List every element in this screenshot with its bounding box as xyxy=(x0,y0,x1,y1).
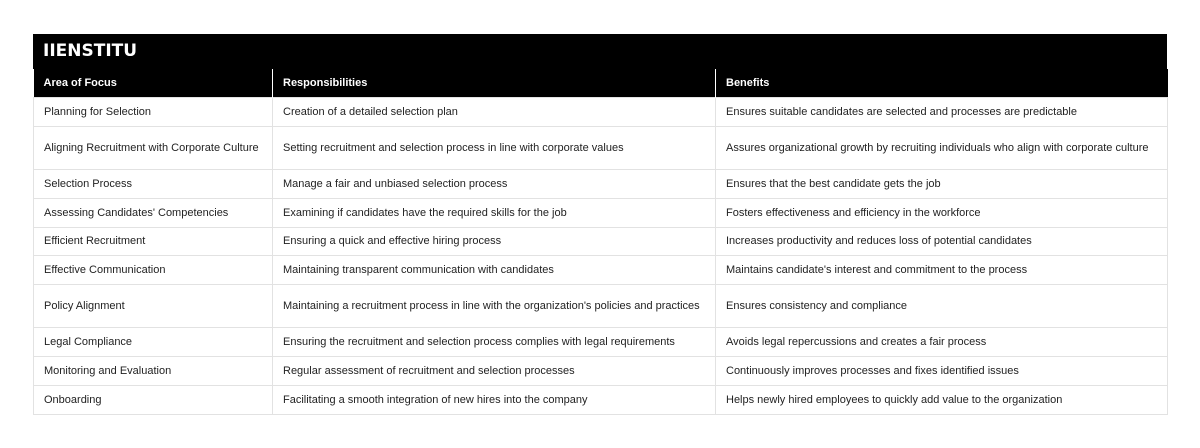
table-row xyxy=(34,170,1168,199)
cell-area: Aligning Recruitment with Corporate Culture xyxy=(34,126,273,170)
header-responsibilities: Responsibilities xyxy=(273,69,716,98)
cell-area: Onboarding xyxy=(34,385,273,414)
header-area-of-focus: Area of Focus xyxy=(34,69,273,98)
cell-area: Efficient Recruitment xyxy=(34,227,273,256)
cell-benefit: Maintains candidate's interest and commitment to the process xyxy=(716,256,1168,285)
table-row xyxy=(34,284,1168,328)
table-row xyxy=(34,256,1168,285)
cell-benefit: Increases productivity and reduces loss of potential candidates xyxy=(716,227,1168,256)
table-row xyxy=(34,98,1168,127)
brand-title: IIENSTITU xyxy=(33,34,1167,69)
cell-benefit: Ensures suitable candidates are selected and processes are predictable xyxy=(716,98,1168,127)
cell-benefit: Assures organizational growth by recruiting individuals who align with corporate culture xyxy=(716,126,1168,170)
table-row xyxy=(34,198,1168,227)
table-row xyxy=(34,385,1168,414)
cell-responsibility: Maintaining transparent communication with candidates xyxy=(273,256,716,285)
cell-area: Effective Communication xyxy=(34,256,273,285)
cell-responsibility: Creation of a detailed selection plan xyxy=(273,98,716,127)
table-row xyxy=(34,126,1168,170)
header-benefits: Benefits xyxy=(716,69,1168,98)
cell-responsibility: Regular assessment of recruitment and selection processes xyxy=(273,357,716,386)
cell-area: Policy Alignment xyxy=(34,284,273,328)
cell-responsibility: Manage a fair and unbiased selection process xyxy=(273,170,716,199)
cell-area: Monitoring and Evaluation xyxy=(34,357,273,386)
cell-responsibility: Setting recruitment and selection process in line with corporate values xyxy=(273,126,716,170)
table-row xyxy=(34,227,1168,256)
cell-area: Selection Process xyxy=(34,170,273,199)
cell-benefit: Fosters effectiveness and efficiency in the workforce xyxy=(716,198,1168,227)
table-container xyxy=(33,34,1167,415)
cell-benefit: Ensures that the best candidate gets the job xyxy=(716,170,1168,199)
cell-responsibility: Facilitating a smooth integration of new hires into the company xyxy=(273,385,716,414)
cell-area: Assessing Candidates' Competencies xyxy=(34,198,273,227)
cell-benefit: Ensures consistency and compliance xyxy=(716,284,1168,328)
cell-benefit: Continuously improves processes and fixes identified issues xyxy=(716,357,1168,386)
cell-area: Legal Compliance xyxy=(34,328,273,357)
cell-responsibility: Ensuring the recruitment and selection process complies with legal requirements xyxy=(273,328,716,357)
cell-area: Planning for Selection xyxy=(34,98,273,127)
cell-benefit: Avoids legal repercussions and creates a fair process xyxy=(716,328,1168,357)
cell-responsibility: Maintaining a recruitment process in line with the organization's policies and practices xyxy=(273,284,716,328)
table-row xyxy=(34,357,1168,386)
focus-table xyxy=(33,69,1168,415)
cell-responsibility: Ensuring a quick and effective hiring process xyxy=(273,227,716,256)
header-row xyxy=(34,69,1168,98)
table-row xyxy=(34,328,1168,357)
cell-benefit: Helps newly hired employees to quickly add value to the organization xyxy=(716,385,1168,414)
cell-responsibility: Examining if candidates have the required skills for the job xyxy=(273,198,716,227)
